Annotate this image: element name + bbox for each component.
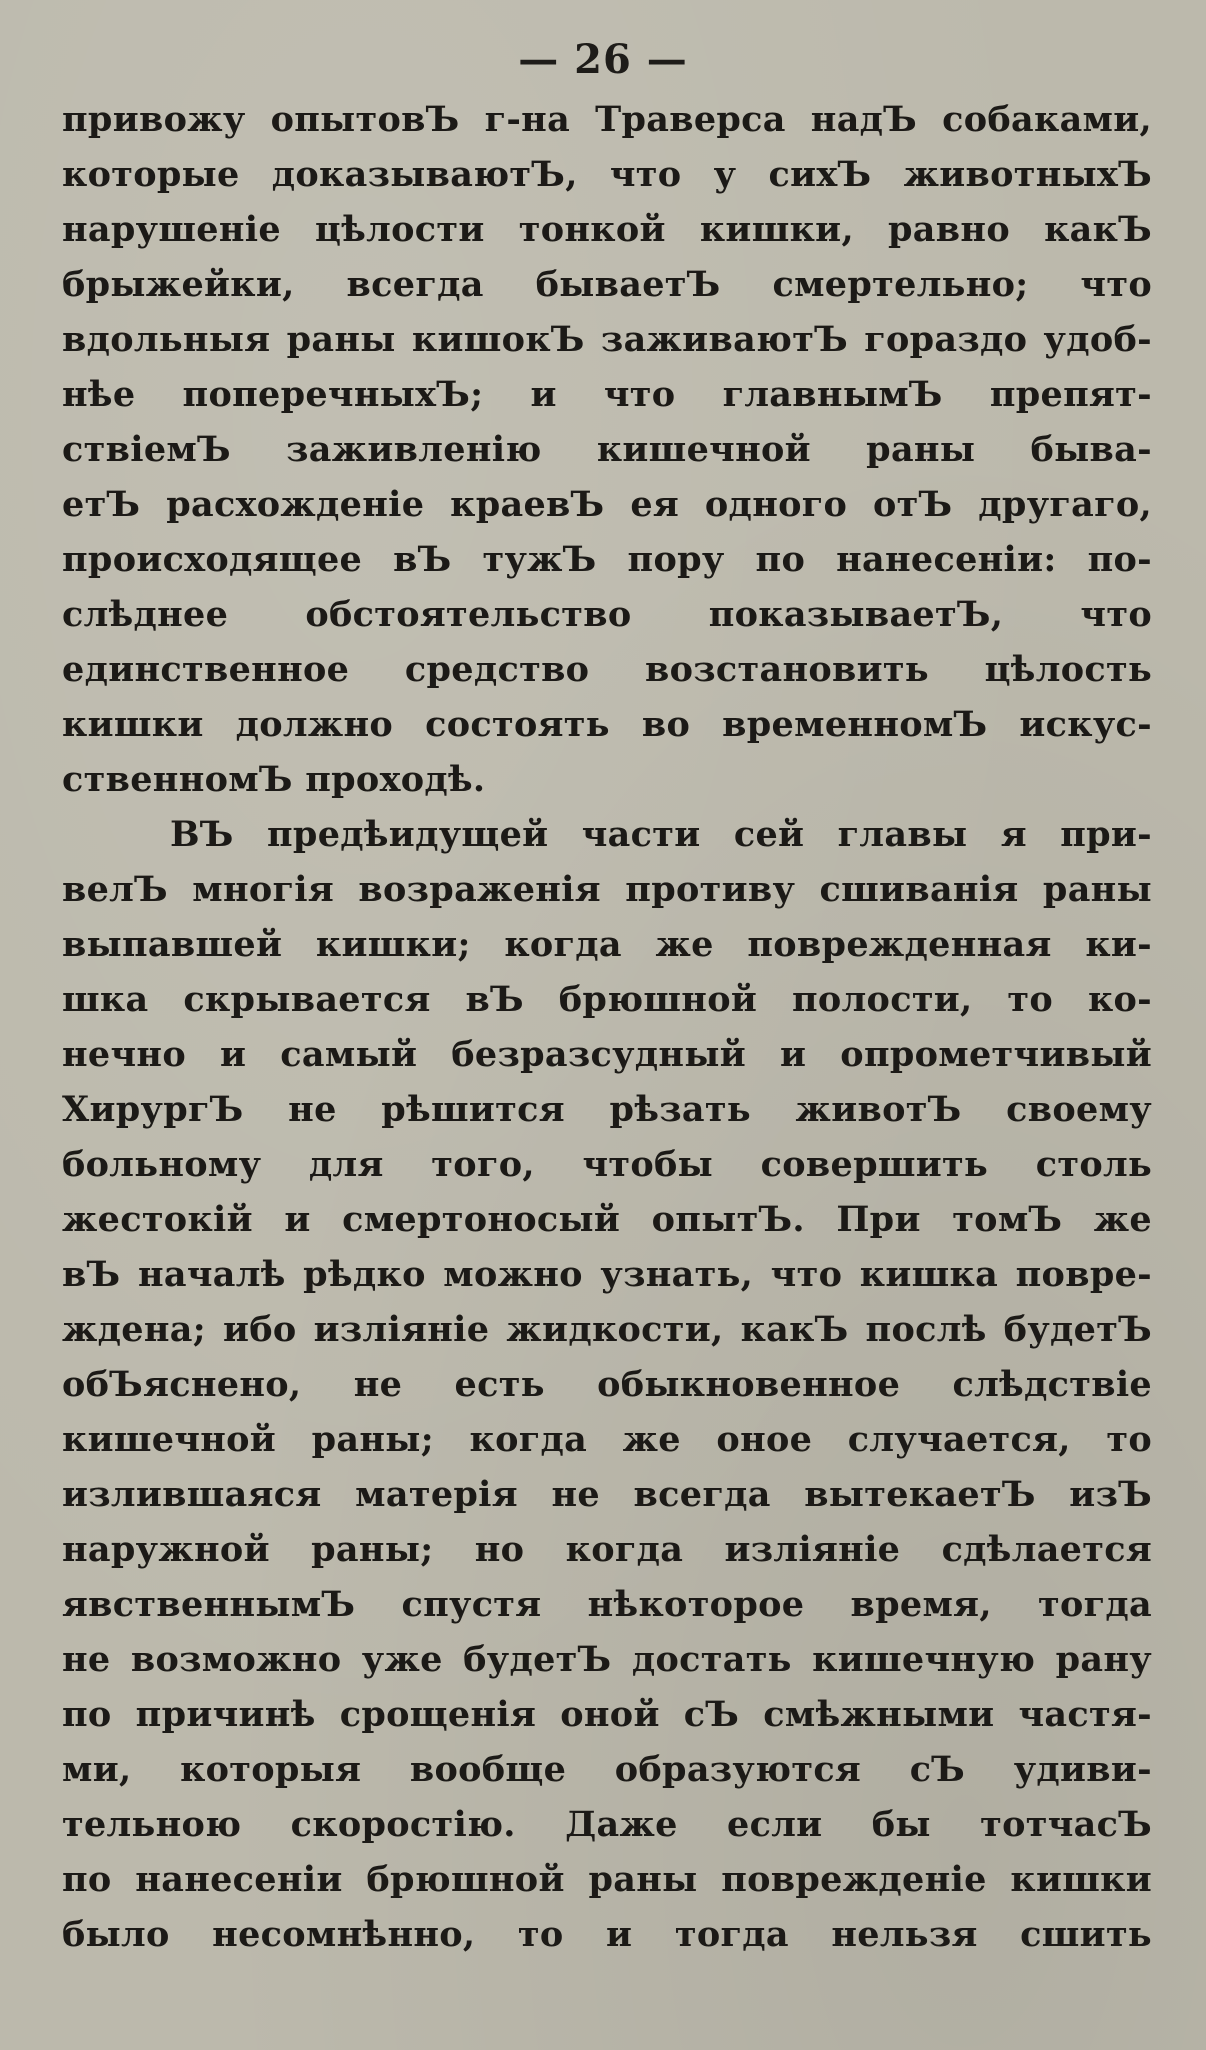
text-line: слѣднее обстоятельство показываетЪ, что	[62, 594, 1152, 635]
text-line: нѣе поперечныхЪ; и что главнымЪ препят-	[62, 374, 1152, 415]
text-line: ми, которыя вообще образуются сЪ удиви-	[62, 1749, 1152, 1790]
text-line: происходящее вЪ тужЪ пору по нанесеніи: по-	[62, 539, 1152, 580]
text-line: по причинѣ срощенія оной сЪ смѣжными частя-	[62, 1694, 1152, 1735]
text-line: жестокій и смертоносый опытЪ. При томЪ же	[62, 1199, 1152, 1240]
text-line: кишки должно состоять во временномЪ искус-	[62, 704, 1152, 745]
text-line: ствіемЪ заживленію кишечной раны быва-	[62, 429, 1152, 470]
text-line: явственнымЪ спустя нѣкоторое время, тогда	[62, 1584, 1152, 1625]
text-line: ХирургЪ не рѣшится рѣзать животЪ своему	[62, 1089, 1152, 1130]
text-line: шка скрывается вЪ брюшной полости, то ко-	[62, 979, 1152, 1020]
body-text	[62, 92, 1152, 1962]
text-line: кишечной раны; когда же оное случается, то	[62, 1419, 1152, 1460]
text-line: по нанесеніи брюшной раны поврежденіе кишки	[62, 1859, 1152, 1900]
page-number: — 26 —	[518, 36, 688, 83]
text-line: которые доказываютЪ, что у сихЪ животныхЪ	[62, 154, 1152, 195]
text-line: не возможно уже будетЪ достать кишечную рану	[62, 1639, 1152, 1680]
text-line: нечно и самый безразсудный и опрометчивый	[62, 1034, 1152, 1075]
text-line: етЪ расхожденіе краевЪ ея одного отЪ другаго,	[62, 484, 1152, 525]
text-line: привожу опытовЪ г-на Траверса надЪ собаками,	[62, 99, 1152, 140]
text-line: обЪяснено, не есть обыкновенное слѣдствіе	[62, 1364, 1152, 1405]
text-line: брыжейки, всегда бываетЪ смертельно; что	[62, 264, 1152, 305]
text-line: тельною скоростію. Даже если бы тотчасЪ	[62, 1804, 1152, 1845]
text-line: ственномЪ проходѣ.	[62, 759, 486, 800]
text-line: вдольныя раны кишокЪ заживаютЪ гораздо удоб-	[62, 319, 1152, 360]
text-line: больному для того, чтобы совершить столь	[62, 1144, 1152, 1185]
text-line: единственное средство возстановить цѣлость	[62, 649, 1152, 690]
text-line: ждена; ибо изліяніе жидкости, какЪ послѣ будетЪ	[62, 1309, 1152, 1350]
text-line: нарушеніе цѣлости тонкой кишки, равно какЪ	[62, 209, 1152, 250]
paragraph-first-line: ВЪ предѣидущей части сей главы я при-	[170, 814, 1152, 855]
text-line: велЪ многія возраженія противу сшиванія раны	[62, 869, 1152, 910]
text-line: было несомнѣнно, то и тогда нельзя сшить	[62, 1914, 1152, 1955]
text-line: выпавшей кишки; когда же поврежденная ки-	[62, 924, 1152, 965]
text-line: наружной раны; но когда изліяніе сдѣлается	[62, 1529, 1152, 1570]
text-line: излившаяся матерія не всегда вытекаетЪ изЪ	[62, 1474, 1152, 1515]
text-line: вЪ началѣ рѣдко можно узнать, что кишка повре-	[62, 1254, 1152, 1295]
